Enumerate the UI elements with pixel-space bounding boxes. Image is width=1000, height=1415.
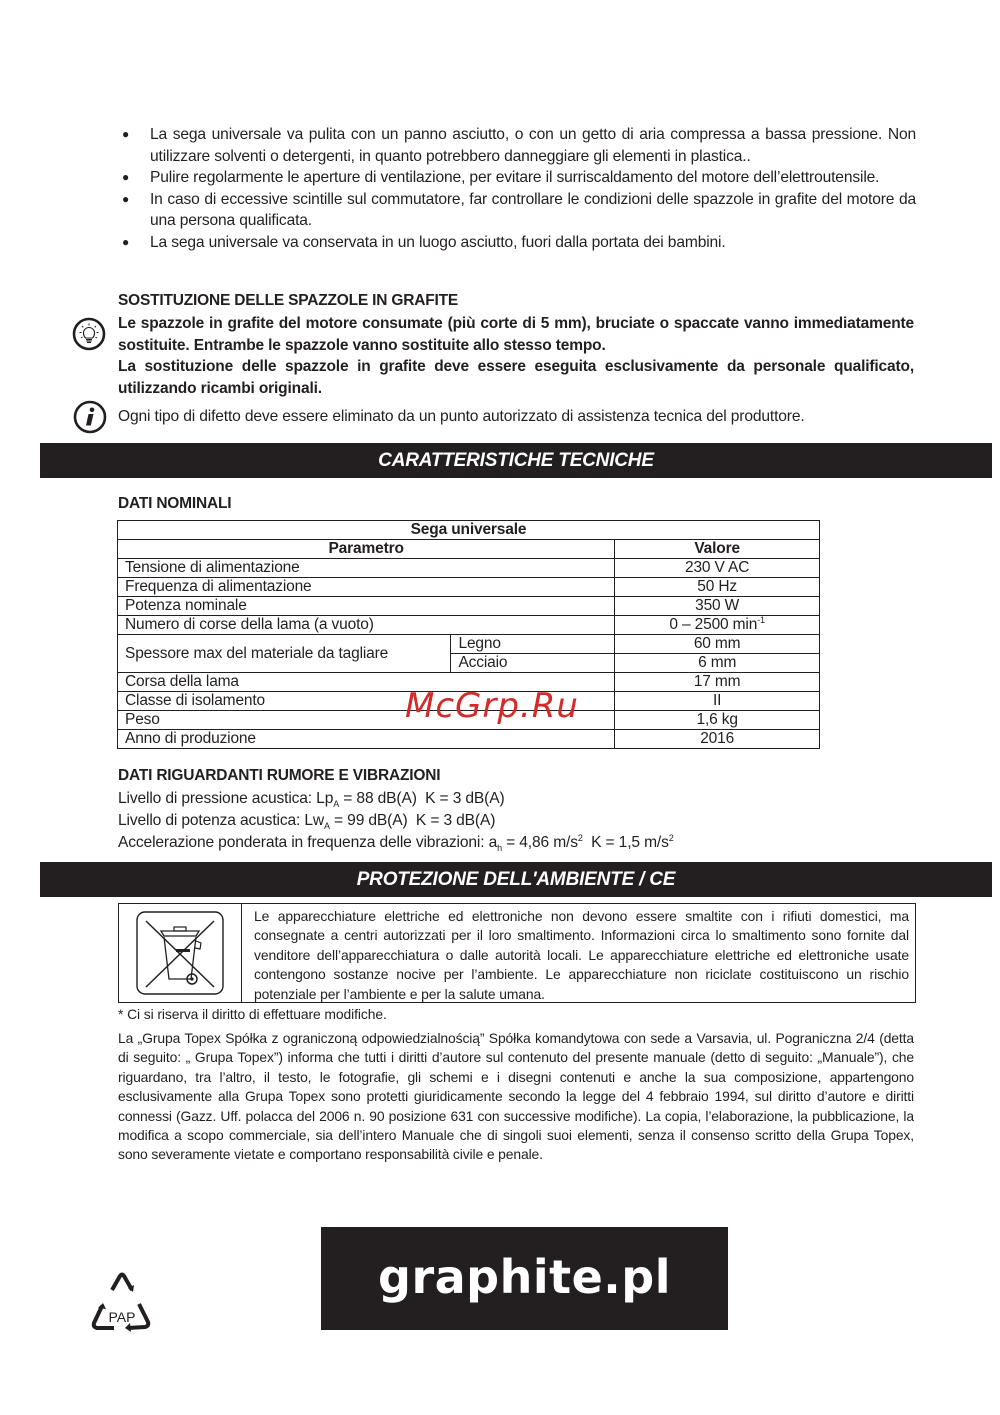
- vibration-subscript: h: [497, 843, 502, 853]
- table-row: [118, 616, 820, 635]
- watermark: McGrp.Ru: [405, 686, 579, 726]
- param-cell: Tensione di alimentazione: [118, 559, 615, 578]
- param-cell: Peso: [118, 711, 615, 730]
- vibration-value: = 4,86 m/s: [501, 834, 578, 851]
- value-cell: 50 Hz: [615, 578, 820, 597]
- param-cell: Potenza nominale: [118, 597, 615, 616]
- changes-note: * Ci si riserva il diritto di effettuare modifiche.: [118, 1006, 387, 1022]
- noise-power-line: [118, 810, 495, 832]
- info-icon: [73, 400, 107, 434]
- value-cell: 17 mm: [615, 673, 820, 692]
- vibration-exponent: 2: [577, 833, 583, 843]
- noise-value: = 99 dB(A) K = 3 dB(A): [329, 812, 496, 829]
- param-cell: Numero di corse della lama (a vuoto): [118, 616, 615, 635]
- value-text: 0 – 2500 min: [669, 616, 758, 633]
- vibration-label: Accelerazione ponderata in frequenza delle vibrazioni: a: [118, 834, 498, 851]
- value-cell: 60 mm: [615, 635, 820, 654]
- info-text: Ogni tipo di difetto deve essere eliminato da un punto autorizzato di assistenza tecnica del produttore.: [118, 408, 805, 425]
- noise-subscript: A: [324, 821, 330, 831]
- value-cell: [615, 616, 820, 635]
- table-row: [118, 635, 820, 654]
- value-cell: 350 W: [615, 597, 820, 616]
- param-cell: Classe di isolamento: [118, 692, 615, 711]
- value-cell: 2016: [615, 730, 820, 749]
- noise-label: Livello di potenza acustica: Lw: [118, 812, 324, 829]
- value-cell: 1,6 kg: [615, 711, 820, 730]
- noise-value: = 88 dB(A) K = 3 dB(A): [339, 790, 505, 807]
- brushes-title: SOSTITUZIONE DELLE SPAZZOLE IN GRAFITE: [118, 292, 459, 309]
- lightbulb-icon: [72, 317, 106, 351]
- recycle-pap-icon: [82, 1268, 162, 1344]
- vibration-uncertainty: K = 1,5 m/s: [582, 834, 669, 851]
- column-header-param: Parametro: [118, 540, 615, 559]
- copyright-notice: La „Grupa Topex Spółka z ograniczoną odpowiedzialnością” Spółka komandytowa con sede a Varsavia, ul. Pograniczna 2/4 (detta di seguito: „ Grupa Topex”) informa che tutti i diritti d’autore sul contenuto del presente manuale (detto di seguito: „Manuale”), che riguardano, tra l’altro, il testo, le fotografie, gli schemi e i disegni contenuti e anche la sua composizione, appartengono esclusivamente alla Grupa Topex sono protetti giuridicamente secondo la legge del 4 febbraio 1994, sul diritto d’autore e diritti connessi (Gazz. Uff. polacca del 2006 n. 90 posizione 631 con successive modifiche). La copia, l’elaborazione, la pubblicazione, la modifica a scopo commerciale, sia dell’intero Manuale che di singoli suoi elementi, senza il consenso scritto della Grupa Topex, sono severamente vietate e comportano responsabilità civile e penale.: [118, 1030, 914, 1163]
- noise-pressure-line: [118, 788, 505, 810]
- column-header-value: Valore: [615, 540, 820, 559]
- noise-subscript: A: [333, 799, 340, 809]
- value-exponent: -1: [757, 615, 765, 625]
- param-cell: Anno di produzione: [118, 730, 615, 749]
- list-item: ● Pulire regolarmente le aperture di ventilazione, per evitare il surriscaldamento del motore dell’elettroutensile.: [118, 167, 916, 189]
- brushes-qualified-note: La sostituzione delle spazzole in grafite deve essere eseguita esclusivamente da personale qualificato, utilizzando ricambi originali.: [118, 358, 914, 397]
- brand-logo: graphite.pl: [321, 1227, 728, 1330]
- vibration-line: [118, 832, 674, 854]
- noise-label: Livello di pressione acustica: Lp: [118, 790, 334, 807]
- noise-title: DATI RIGUARDANTI RUMORE E VIBRAZIONI: [118, 767, 441, 784]
- param-cell: Frequenza di alimentazione: [118, 578, 615, 597]
- table-row: [118, 597, 820, 616]
- brushes-warning: Le spazzole in grafite del motore consumate (più corte di 5 mm), bruciate o spaccate vanno immediatamente sostituite. Entrambe le spazzole vanno sostituite allo stesso tempo.: [118, 315, 914, 354]
- sub-param-cell: Acciaio: [451, 654, 615, 673]
- list-item: ● La sega universale va conservata in un luogo asciutto, fuori dalla portata dei bambini.: [118, 232, 916, 254]
- list-item: ● La sega universale va pulita con un panno asciutto, o con un getto di aria compressa a bassa pressione. Non utilizzare solventi o detergenti, in quanto potrebbero danneggiare gli elementi in plastica..: [118, 124, 916, 167]
- nominal-data-title: DATI NOMINALI: [118, 495, 232, 512]
- param-cell: Corsa della lama: [118, 673, 615, 692]
- environment-box: [118, 903, 916, 1003]
- table-row: [118, 730, 820, 749]
- crossed-bin-icon: [119, 904, 242, 1002]
- svg-text:PAP: PAP: [108, 1309, 136, 1325]
- value-cell: 230 V AC: [615, 559, 820, 578]
- vibration-exponent: 2: [668, 833, 674, 843]
- sub-param-cell: Legno: [451, 635, 615, 654]
- value-cell: II: [615, 692, 820, 711]
- section-bar-environment: PROTEZIONE DELL'AMBIENTE / CE: [40, 862, 992, 897]
- value-cell: 6 mm: [615, 654, 820, 673]
- disposal-text: Le apparecchiature elettriche ed elettroniche non devono essere smaltite con i rifiuti domestici, ma consegnate a centri autorizzati per il loro smaltimento. Informazioni circa lo smaltimento sono fornite dal venditore dell’apparecchiatura o dalle autorità locali. Le apparecchiature elettriche ed elettroniche usate contengono sostanze nocive per l’ambiente. Le apparecchiature non riciclate costituiscono un rischio potenziale per l’ambiente e per la salute umana.: [254, 908, 909, 1002]
- section-bar-technical: CARATTERISTICHE TECNICHE: [40, 443, 992, 478]
- table-caption: Sega universale: [118, 521, 820, 540]
- param-cell: Spessore max del materiale da tagliare: [118, 635, 451, 673]
- table-row: [118, 559, 820, 578]
- maintenance-list: [118, 124, 916, 254]
- list-item: ● In caso di eccessive scintille sul commutatore, far controllare le condizioni delle spazzole in grafite del motore da una persona qualificata.: [118, 189, 916, 232]
- table-row: [118, 578, 820, 597]
